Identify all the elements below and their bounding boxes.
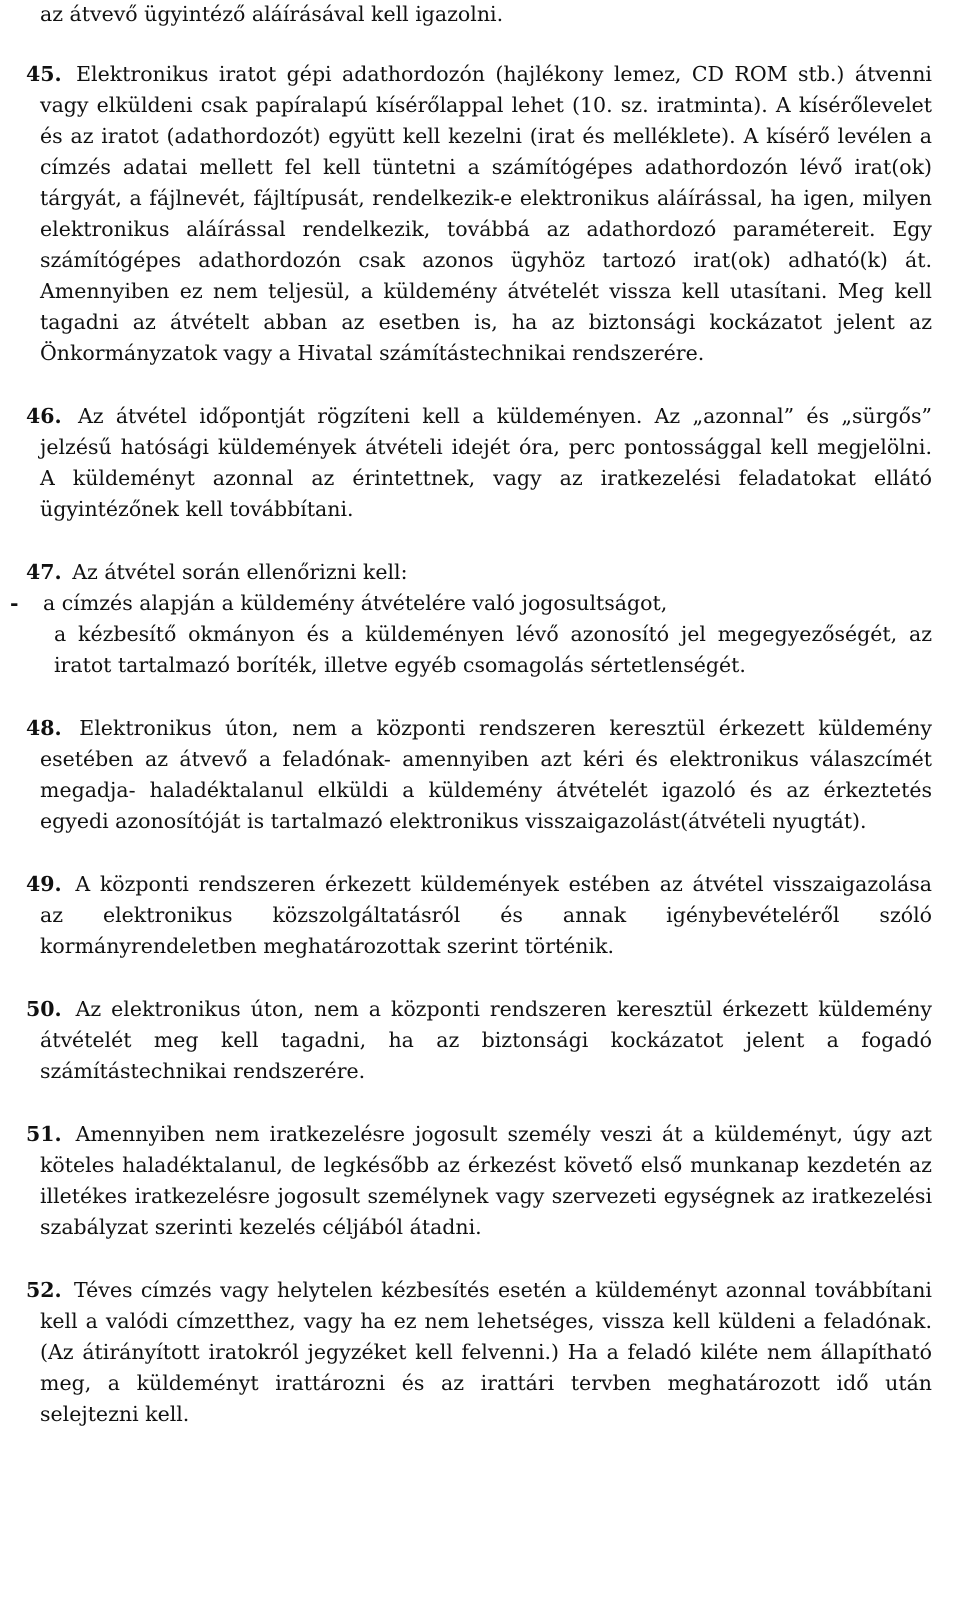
section-number: 50. xyxy=(26,997,62,1021)
section-49 xyxy=(26,869,932,962)
section-45 xyxy=(26,59,932,369)
section-number: 46. xyxy=(26,404,62,428)
section-text: Elektronikus iratot gépi adathordozón (hajlékony lemez, CD ROM stb.) átvenni vagy elküldeni csak papíralapú kísérőlappal lehet (10. sz. iratminta). A kísérőlevelet és az iratot (adathordozót) együtt kell kezelni (irat és melléklete). A kísérő levélen a címzés adatai mellett fel kell tüntetni a számítógépes adathordozón lévő irat(ok) tárgyát, a fájlnevét, fájltípusát, rendelkezik-e elektronikus aláírással, ha igen, milyen elektronikus aláírással rendelkezik, továbbá az adathordozó paramétereit. Egy számítógépes adathordozón csak azonos ügyhöz tartozó irat(ok) adható(k) át. Amennyiben ez nem teljesül, a küldemény átvételét vissza kell utasítani. Meg kell tagadni az átvételt abban az esetben is, ha az biztonsági kockázatot jelent az Önkormányzatok vagy a Hivatal számítástechnikai rendszerére. xyxy=(40,62,932,365)
document-page xyxy=(10,0,932,1462)
section-text: Az átvétel során ellenőrizni kell: xyxy=(72,560,408,584)
list-item-text: a címzés alapján a küldemény átvételére való jogosultságot, xyxy=(43,591,668,615)
section-text: Téves címzés vagy helytelen kézbesítés esetén a küldeményt azonnal továbbítani kell a valódi címzetthez, vagy ha ez nem lehetséges, vissza kell küldeni a feladónak. (Az átirányított iratokról jegyzéket kell felvenni.) Ha a feladó kiléte nem állapítható meg, a küldeményt irattározni és az irattári tervben meghatározott idő után selejtezni kell. xyxy=(40,1278,932,1426)
section-text: Elektronikus úton, nem a központi rendszeren keresztül érkezett küldemény esetében az átvevő a feladónak- amennyiben azt kéri és elektronikus válaszcímét megadja- haladéktalanul elküldi a küldemény átvételét igazoló és az érkeztetés egyedi azonosítóját is tartalmazó elektronikus visszaigazolást(átvételi nyugtát). xyxy=(40,716,932,833)
list-item-continuation: a kézbesítő okmányon és a küldeményen lévő azonosító jel megegyezőségét, az iratot tartalmazó boríték, illetve egyéb csomagolás sértetlenségét. xyxy=(54,622,932,677)
list-dash: - xyxy=(10,591,19,615)
section-text: Amennyiben nem iratkezelésre jogosult személy veszi át a küldeményt, úgy azt köteles haladéktalanul, de legkésőbb az érkezést követő első munkanap kezdetén az illetékes iratkezelésre jogosult személynek vagy szervezeti egységnek az iratkezelési szabályzat szerinti kezelés céljából átadni. xyxy=(40,1122,932,1239)
section-number: 48. xyxy=(26,716,62,740)
section-text: Az átvétel időpontját rögzíteni kell a küldeményen. Az „azonnal” és „sürgős” jelzésű hatósági küldemények átvételi idejét óra, perc pontossággal kell megjelölni. A küldeményt azonnal az érintettnek, vagy az iratkezelési feladatokat ellátó ügyintézőnek kell továbbítani. xyxy=(40,404,932,521)
section-46 xyxy=(26,401,932,525)
intro-line: az átvevő ügyintéző aláírásával kell igazolni. xyxy=(40,2,504,26)
section-number: 51. xyxy=(26,1122,62,1146)
section-number: 49. xyxy=(26,872,62,896)
list-item xyxy=(10,588,932,619)
section-52 xyxy=(26,1275,932,1430)
section-text: A központi rendszeren érkezett küldemények estében az átvétel visszaigazolása az elektronikus közszolgáltatásról és annak igénybevételéről szóló kormányrendeletben meghatározottak szerint történik. xyxy=(40,872,932,958)
section-51 xyxy=(26,1119,932,1243)
section-50 xyxy=(26,994,932,1087)
section-47 xyxy=(26,557,932,588)
section-48 xyxy=(26,713,932,837)
section-text: Az elektronikus úton, nem a központi rendszeren keresztül érkezett küldemény átvételét meg kell tagadni, ha az biztonsági kockázatot jelent a fogadó számítástechnikai rendszerére. xyxy=(40,997,932,1083)
section-number: 47. xyxy=(26,560,62,584)
section-number: 52. xyxy=(26,1278,62,1302)
section-number: 45. xyxy=(26,62,62,86)
